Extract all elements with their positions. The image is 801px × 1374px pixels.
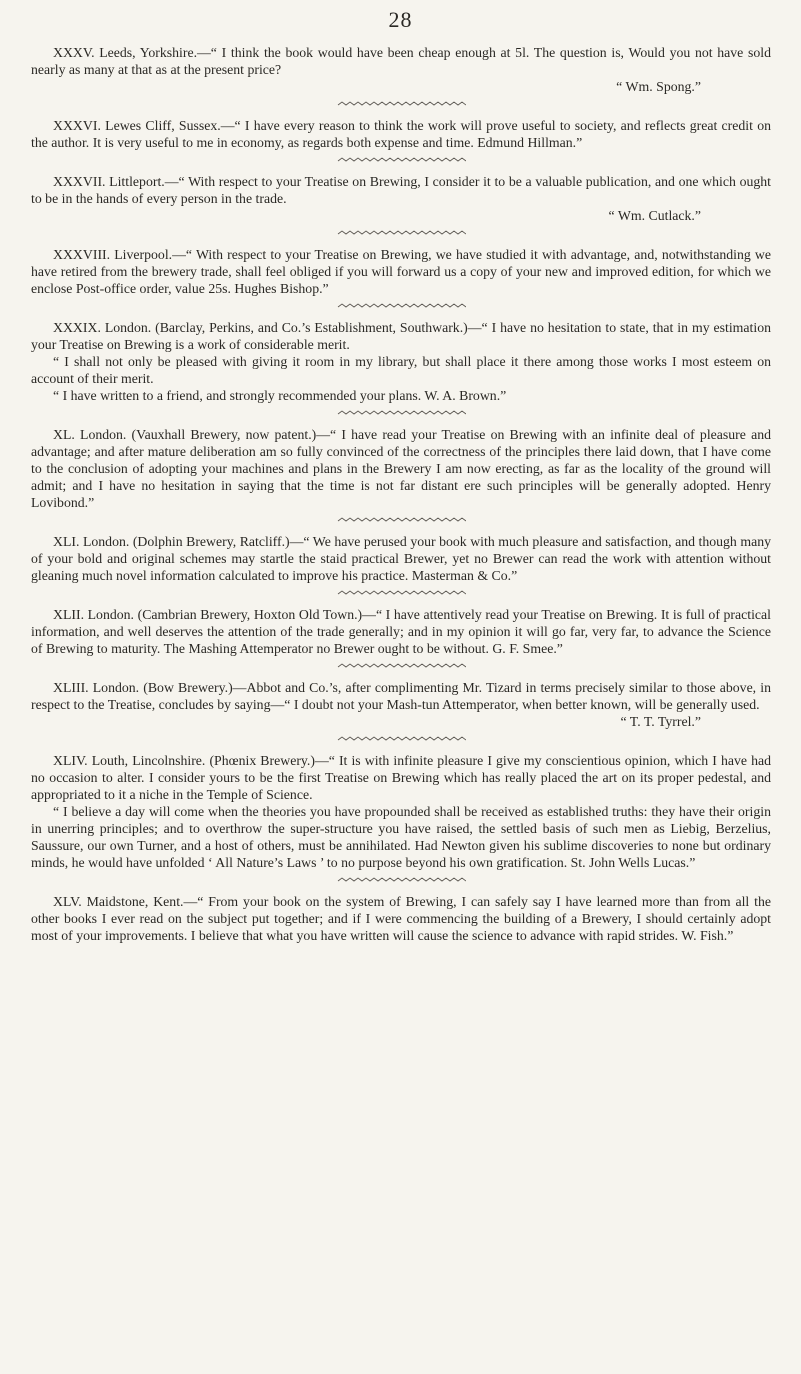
testimonial-entry xyxy=(31,173,771,224)
testimonial-paragraph: XLIV. Louth, Lincolnshire. (Phœnix Brewery.)—“ It is with infinite pleasure I give my conscientious opinion, which I have had no occasion to alter. I consider yours to be the first Treatise on Brewing which has really placed the art on its proper pedestal, and appropriated to it a niche in the Temple of Science. xyxy=(31,753,771,802)
testimonial-entry xyxy=(31,426,771,511)
testimonial-entry xyxy=(31,319,771,404)
testimonial-paragraph: XXXV. Leeds, Yorkshire.—“ I think the book would have been cheap enough at 5l. The question is, Would you not have sold nearly as many at that as at the present price? xyxy=(31,45,771,77)
ornamental-divider xyxy=(336,230,466,238)
ornamental-divider xyxy=(336,101,466,109)
testimonial-entry xyxy=(31,246,771,297)
ornamental-divider xyxy=(336,877,466,885)
testimonial-entry xyxy=(31,44,771,95)
ornamental-divider xyxy=(336,590,466,598)
testimonial-entry xyxy=(31,533,771,584)
testimonial-paragraph: XXXVII. Littleport.—“ With respect to your Treatise on Brewing, I consider it to be a valuable publication, and one which ought to be in the hands of every person in the trade. xyxy=(31,174,771,206)
ornamental-divider xyxy=(336,410,466,418)
testimonial-signature: “ T. T. Tyrrel.” xyxy=(620,714,701,729)
testimonial-entry xyxy=(31,117,771,151)
testimonial-paragraph: XXXVIII. Liverpool.—“ With respect to your Treatise on Brewing, we have studied it with advantage, and, notwithstanding we have retired from the brewery trade, shall feel obliged if you will forward us a copy of your new and improved edition, for which we enclose Post-office order, value 25s. Hughes Bishop.” xyxy=(31,247,771,296)
testimonial-entry xyxy=(31,606,771,657)
testimonial-entry xyxy=(31,679,771,730)
testimonial-paragraph: XLIII. London. (Bow Brewery.)—Abbot and Co.’s, after complimenting Mr. Tizard in terms precisely similar to those above, in respect to the Treatise, concludes by saying—“ I doubt not your Mash-tun Attemperator, when better known, will be generally used. xyxy=(31,680,771,712)
testimonial-signature: “ Wm. Cutlack.” xyxy=(608,208,701,223)
testimonial-paragraph: XLII. London. (Cambrian Brewery, Hoxton Old Town.)—“ I have attentively read your Treatise on Brewing. It is full of practical information, and well deserves the attention of the trade generally; and in my opinion it will go far, very far, to advance the Science of Brewing to maturity. The Mashing Attemperator no Brewer ought to be without. G. F. Smee.” xyxy=(31,607,771,656)
page-number: 28 xyxy=(388,7,413,32)
testimonial-paragraph: XXXIX. London. (Barclay, Perkins, and Co.’s Establishment, Southwark.)—“ I have no hesitation to state, that in my estimation your Treatise on Brewing is a work of considerable merit. xyxy=(31,320,771,352)
testimonial-paragraph: XLI. London. (Dolphin Brewery, Ratcliff.)—“ We have perused your book with much pleasure and satisfaction, and though many of your bold and original schemes may startle the staid practical Brewer, yet no Brewer can read the work with attention without gleaning much novel information calculated to improve his practice. Masterman & Co.” xyxy=(31,534,771,583)
ornamental-divider xyxy=(336,663,466,671)
testimonial-paragraph: XL. London. (Vauxhall Brewery, now patent.)—“ I have read your Treatise on Brewing with an infinite deal of pleasure and advantage; and after mature deliberation am so fully convinced of the correctness of the principles there laid down, that I have come to the conclusion of adopting your machines and plans in the Brewery I am now erecting, as far as the locality of the ground will admit; and I have no hesitation in saying that the time is not far distant ere such principles will be generally adopted. Henry Lovibond.” xyxy=(31,427,771,510)
testimonial-entry xyxy=(31,893,771,944)
ornamental-divider xyxy=(336,736,466,744)
testimonial-paragraph: “ I shall not only be pleased with giving it room in my library, but shall place it there among those works I most esteem on account of their merit. xyxy=(31,354,771,386)
testimonial-paragraph: XLV. Maidstone, Kent.—“ From your book on the system of Brewing, I can safely say I have learned more than from all the other books I ever read on the subject put together; and if I were commencing the building of a Brewery, I should certainly adopt most of your improvements. I believe that what you have written will cause the science to advance with rapid strides. W. Fish.” xyxy=(31,894,771,943)
ornamental-divider xyxy=(336,303,466,311)
testimonial-paragraph: XXXVI. Lewes Cliff, Sussex.—“ I have every reason to think the work will prove useful to society, and reflects great credit on the author. It is very useful to me in economy, as regards both expense and time. Edmund Hillman.” xyxy=(31,118,771,150)
testimonial-signature: “ Wm. Spong.” xyxy=(616,79,701,94)
ornamental-divider xyxy=(336,157,466,165)
testimonial-paragraph: “ I have written to a friend, and strongly recommended your plans. W. A. Brown.” xyxy=(53,388,507,403)
testimonial-entry xyxy=(31,752,771,871)
testimonial-paragraph: “ I believe a day will come when the theories you have propounded shall be received as established truths: they have their origin in unerring principles; and to overthrow the super-structure you have raised, the settled basis of such men as Liebig, Berzelius, Saussure, our own Turner, and a host of others, must be annihilated. Had Newton given his sublime discoveries to none but ordinary minds, he would have unfolded ‘ All Nature’s Laws ’ to no purpose beyond his own gratification. St. John Wells Lucas.” xyxy=(31,804,771,870)
testimonial-list xyxy=(31,44,771,944)
ornamental-divider xyxy=(336,517,466,525)
